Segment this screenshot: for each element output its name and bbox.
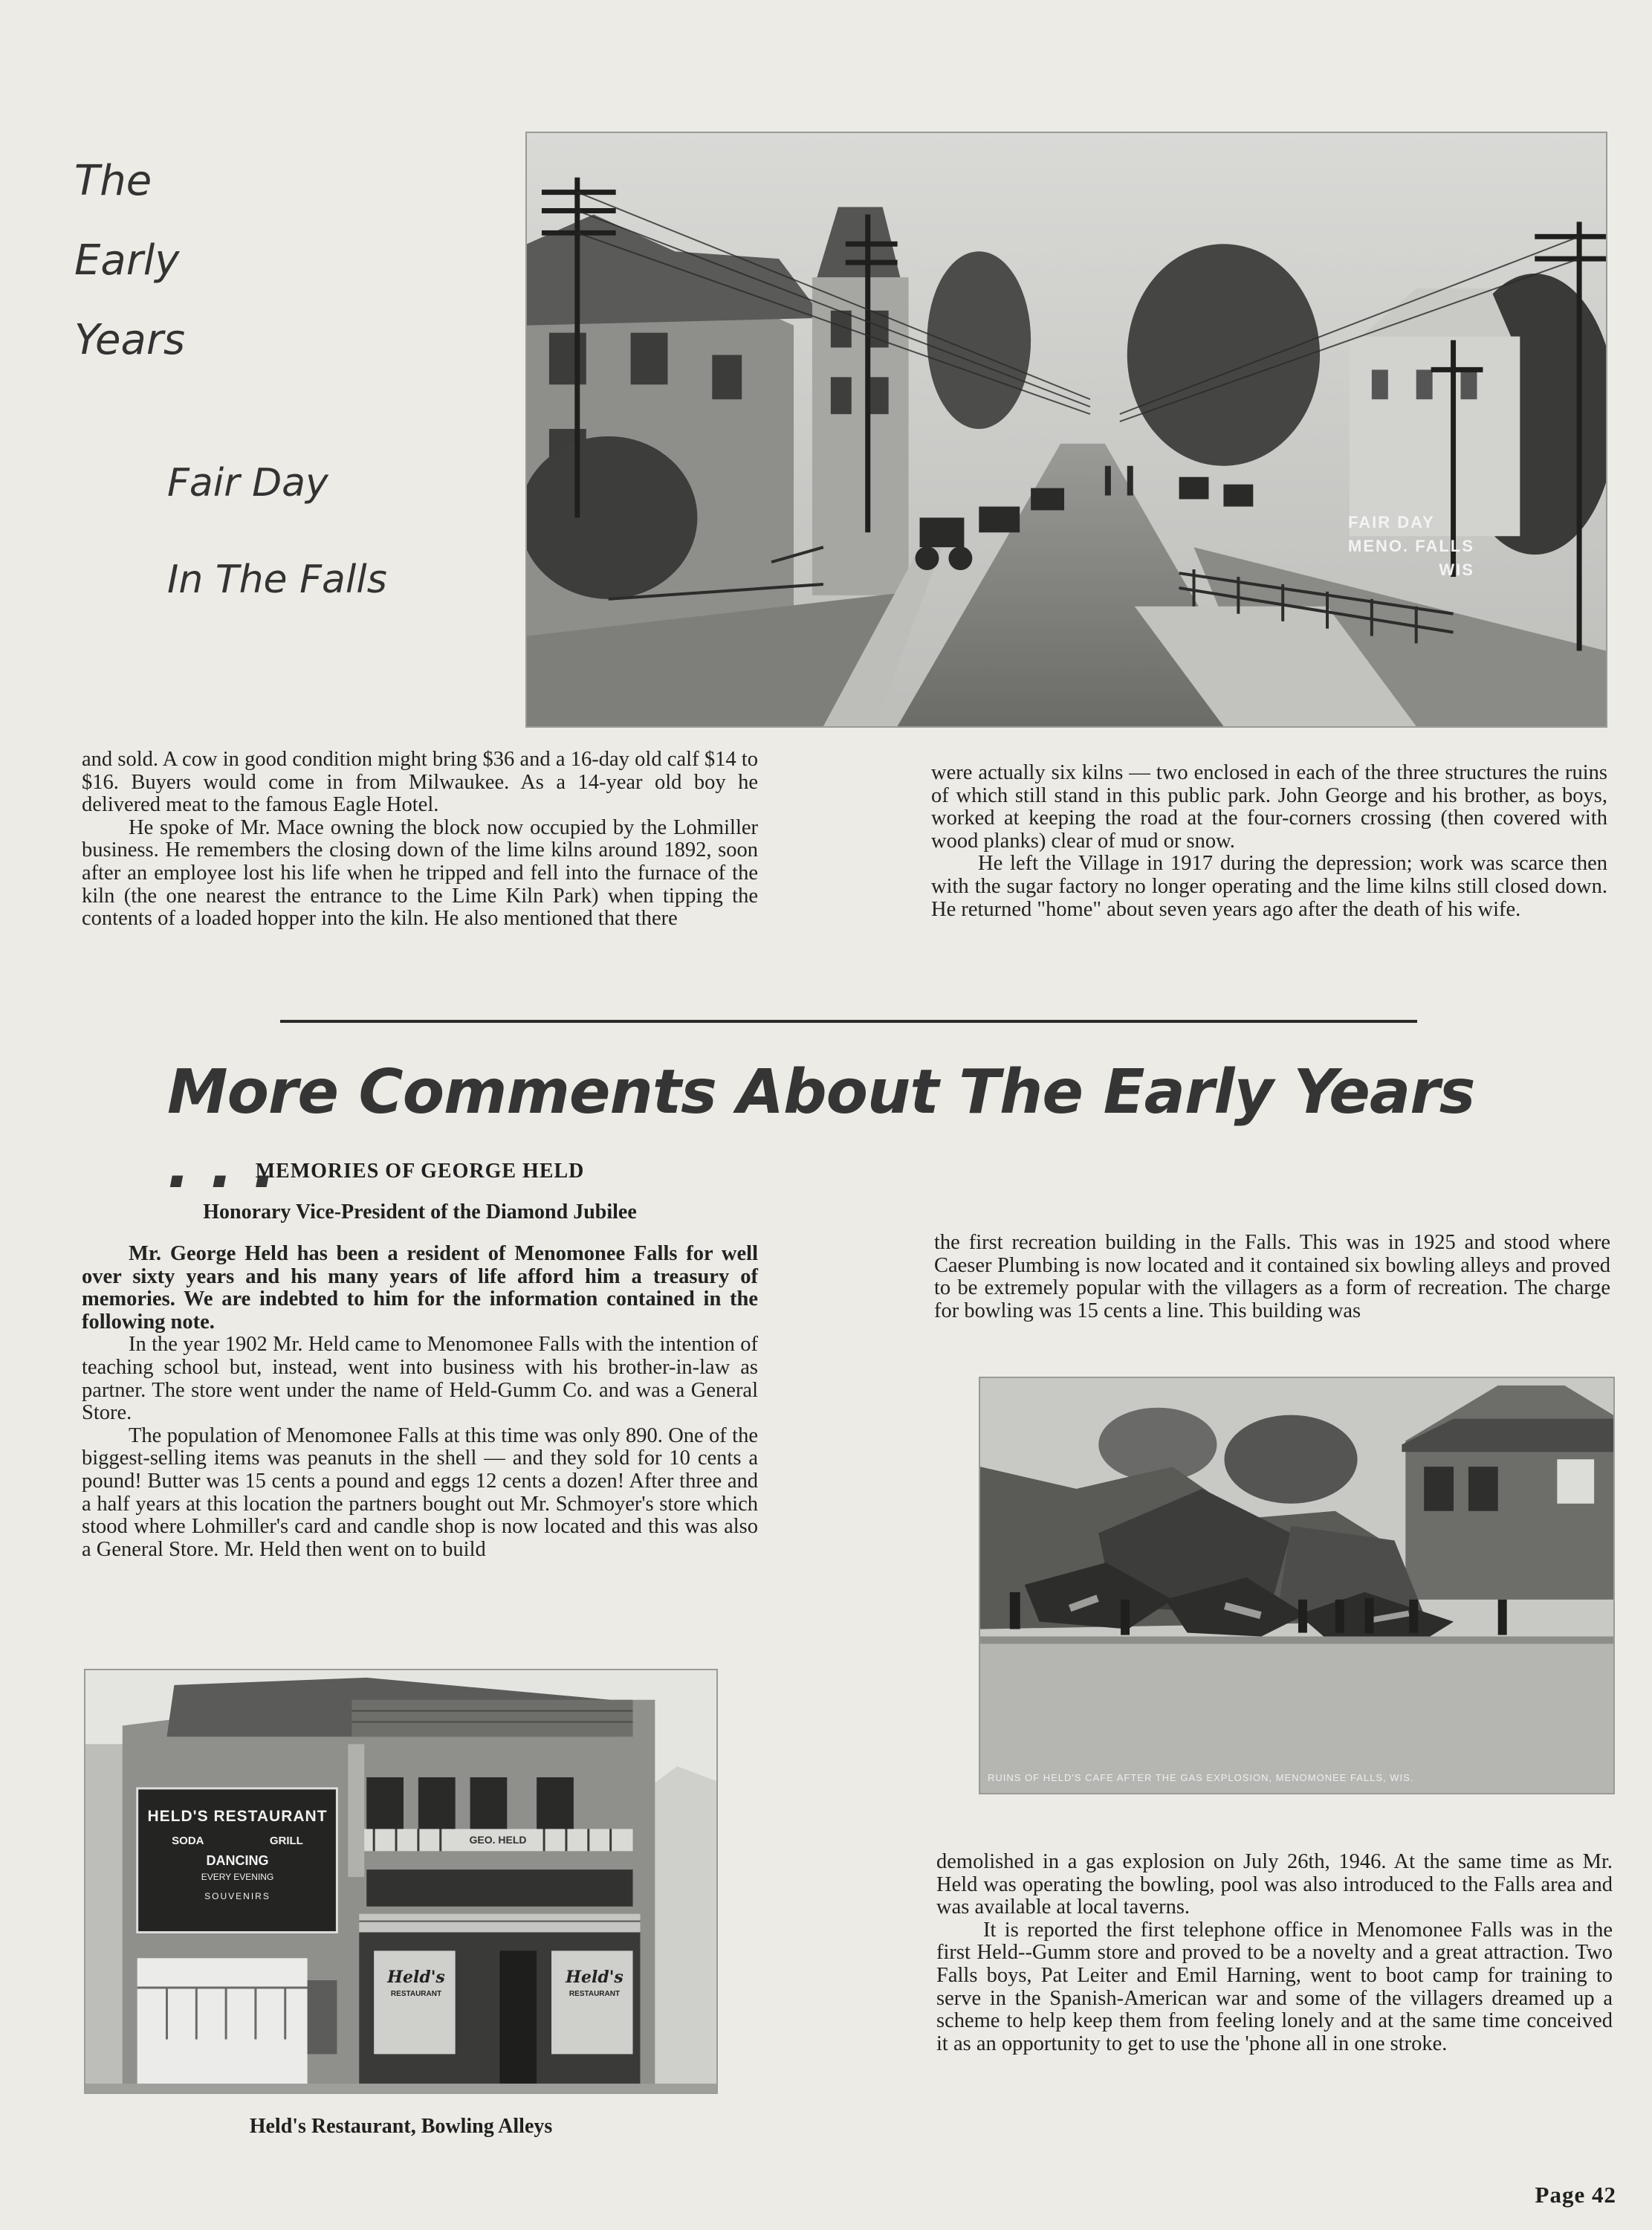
overlay-line-1: FAIR DAY <box>1348 513 1435 531</box>
sign-main-text: HELD'S RESTAURANT <box>147 1808 328 1825</box>
paragraph: The population of Menomonee Falls at this time was only 890. One of the biggest-selling items was peanuts in the shell — and they sold for 10 cents a pound! Butter was 15 cents a pound and eggs 12 cents a dozen! After three and a half years at this location the partners bought out Mr. Schmoyer's store which stood where Lohmiller's card and candle shop is now located and this was also a General Store. Mr. Held then went on to build <box>82 1423 758 1561</box>
window-left-script: Held's <box>387 1968 445 1987</box>
ruins-illustration <box>980 1378 1613 1793</box>
restaurant-photo-caption: Held's Restaurant, Bowling Alleys <box>249 2115 553 2138</box>
window-right-sub: RESTAURANT <box>569 1990 621 1998</box>
sign-soda: SODA <box>172 1835 204 1847</box>
title-line-2: Early <box>74 236 180 285</box>
bottom-left-column <box>82 1243 758 1561</box>
sign-dancing: DANCING <box>206 1853 269 1868</box>
balcony-sign: GEO. HELD <box>469 1834 527 1846</box>
restaurant-sign <box>139 1793 336 1930</box>
section-title <box>74 141 185 380</box>
top-right-column <box>931 762 1607 921</box>
page-number: Page 42 <box>1535 2182 1616 2208</box>
sign-souvenirs: SOUVENIRS <box>204 1891 271 1901</box>
window-sign-left <box>377 1968 456 1998</box>
street-scene-illustration <box>527 133 1606 726</box>
overlay-line-2: MENO. FALLS <box>1348 537 1474 555</box>
fair-day-street-photo <box>525 132 1607 728</box>
helds-restaurant-photo <box>84 1669 718 2094</box>
sign-every-evening: EVERY EVENING <box>201 1872 274 1882</box>
ruins-photo-caption: RUINS OF HELD'S CAFE AFTER THE GAS EXPLOSION, MENOMONEE FALLS, WIS. <box>988 1772 1414 1783</box>
overlay-line-3: WIS <box>1439 560 1474 579</box>
window-right-script: Held's <box>566 1968 623 1987</box>
title-line-1: The <box>74 157 152 205</box>
paragraph: demolished in a gas explosion on July 26th, 1946. At the same time as Mr. Held was operating the bowling, pool was also introduced to the Falls area and was available at local taverns. <box>936 1850 1613 1919</box>
subtitle-line-1: Fair Day <box>167 461 328 505</box>
paragraph: the first recreation building in the Falls. This was in 1925 and stood where Caeser Plumbing is now located and it contained six bowling alleys and proved to be extremely popular with the villagers as a form of recreation. The charge for bowling was 15 cents a line. This building was <box>934 1231 1610 1322</box>
paragraph: and sold. A cow in good condition might bring $36 and a 16-day old calf $14 to $16. Buyers would come in from Milwaukee. As a 14-year old boy he delivered meat to the famous Eagle Hotel. <box>82 748 758 817</box>
paragraph: He left the Village in 1917 during the depression; work was scarce then with the sugar factory no longer operating and the lime kilns still closed down. He returned "home" about seven years ago after the death of his wife. <box>931 852 1607 921</box>
section-headline: More Comments About The Early Years . . . <box>167 1057 1475 1202</box>
subtitle-line-2: In The Falls <box>167 558 387 602</box>
window-sign-right <box>555 1968 634 1998</box>
ruins-photo <box>979 1377 1615 1794</box>
paragraph: It is reported the first telephone office in Menomonee Falls was in the first Held--Gumm store and proved to be a novelty and a great attraction. Two Falls boys, Pat Leiter and Emil Harning, went to boot camp for training to serve in the Spanish-American war and some of the villagers dreamed up a scheme to help keep them from feeling lonely and at the same time conceived it as an opportunity to get to use the 'phone all in one stroke. <box>936 1918 1613 2055</box>
paragraph: were actually six kilns — two enclosed in each of the three structures the ruins of which still stand in this public park. John George and his brother, as boys, worked at keeping the road at the four-corners crossing (then covered with wood planks) clear of mud or snow. <box>931 761 1607 853</box>
window-left-sub: RESTAURANT <box>390 1990 442 1998</box>
paragraph: In the year 1902 Mr. Held came to Menomonee Falls with the intention of teaching school but, instead, went into business with his brother-in-law as partner. The store went under the name of Held-Gumm Co. and was a General Store. <box>82 1333 758 1425</box>
article-subtitle <box>167 435 387 628</box>
intro-paragraph: Mr. George Held has been a resident of Menomonee Falls for well over sixty years and his many years of life afford him a treasury of memories. We are indebted to him for the information contained in the following note. <box>82 1242 758 1334</box>
section-divider <box>280 1020 1417 1023</box>
title-line-3: Years <box>74 316 186 364</box>
bottom-right-lower-column <box>936 1851 1613 2055</box>
photo-overlay-text <box>1348 511 1474 582</box>
paragraph: He spoke of Mr. Mace owning the block now occupied by the Lohmiller business. He remembers the closing down of the lime kilns around 1892, soon after an employee lost his life when he tripped and fell into the furnace of the kiln (the one nearest the entrance to the Lime Kiln Park) when tipping the contents of a loaded hopper into the kiln. He also mentioned that there <box>82 815 758 931</box>
top-left-column <box>82 749 758 931</box>
memories-title: MEMORIES OF GEORGE HELD <box>255 1160 585 1183</box>
memories-subtitle: Honorary Vice-President of the Diamond Jubilee <box>203 1200 637 1224</box>
bottom-right-upper-column <box>934 1232 1610 1322</box>
sign-grill: GRILL <box>269 1835 303 1847</box>
